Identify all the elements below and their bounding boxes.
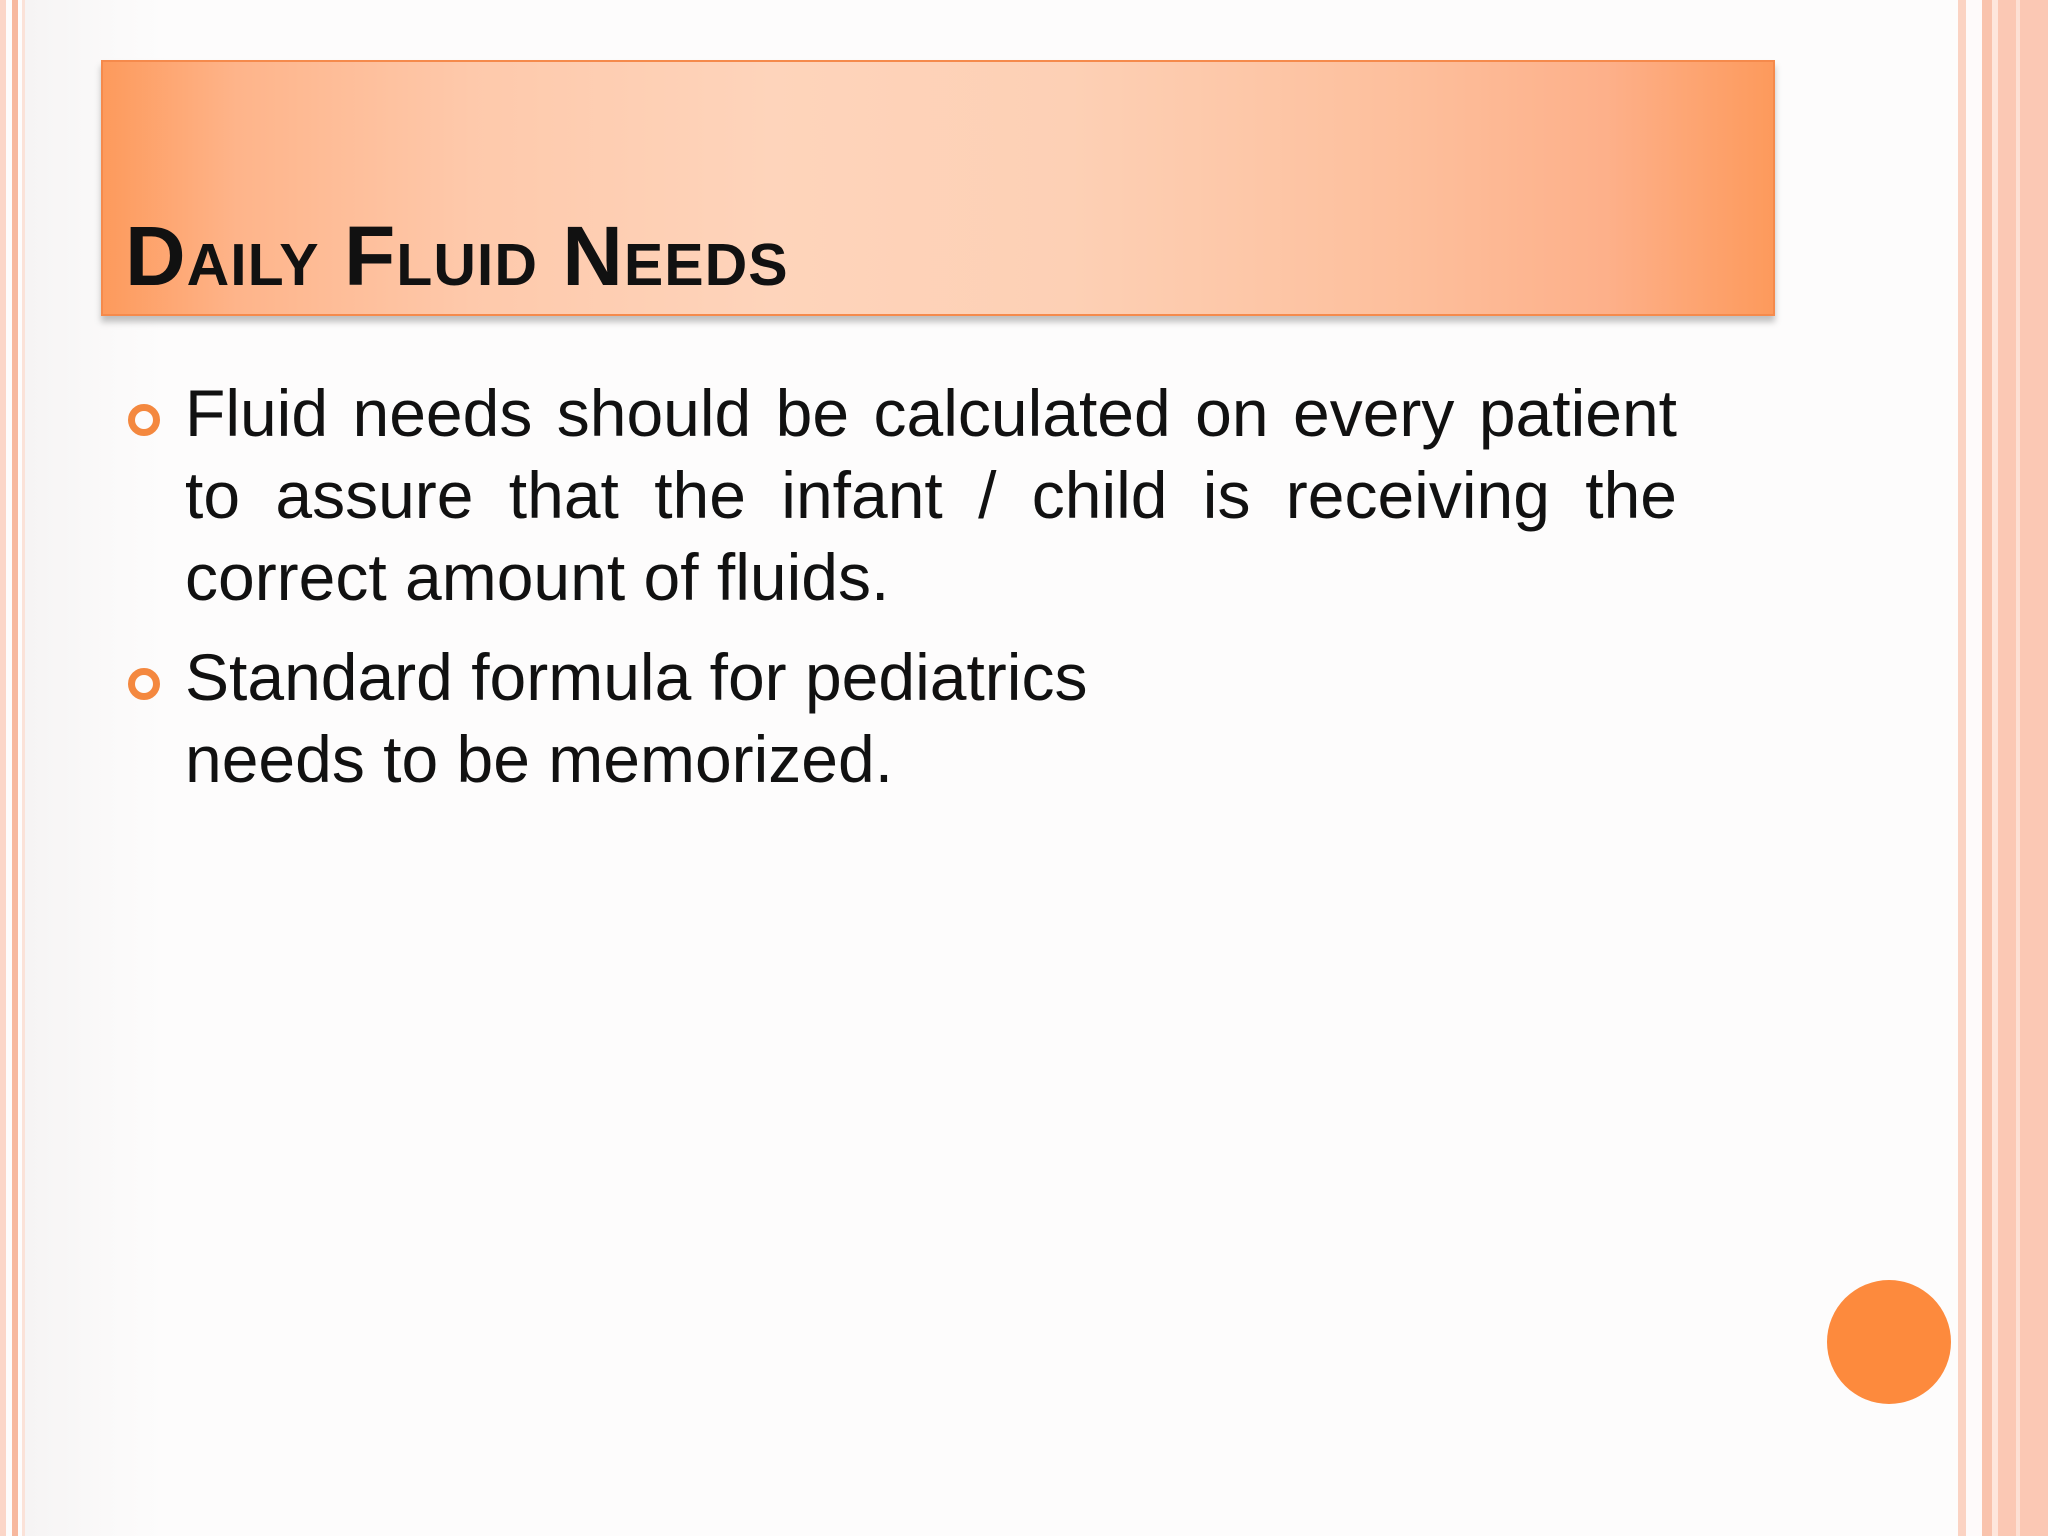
right-border-stripe <box>1966 0 1982 1536</box>
left-border-stripe <box>22 0 25 1536</box>
left-border-stripe <box>0 0 6 1536</box>
title-bar <box>101 60 1775 316</box>
right-border-stripe <box>1998 0 2048 1536</box>
hollow-circle-bullet-icon <box>128 404 160 436</box>
hollow-circle-bullet-icon <box>128 668 160 700</box>
orange-circle-decoration <box>1827 1280 1951 1404</box>
bullet-text: Standard formula for pediatrics needs to be memorized. <box>185 640 1088 796</box>
bullet-item <box>126 636 1756 800</box>
bullet-text: Fluid needs should be calculated on every patient to assure that the infant / child is receiving the correct amount of fluids. <box>185 376 1677 614</box>
left-border-stripe <box>12 0 18 1536</box>
right-border-stripe <box>2016 0 2020 1536</box>
slide-title: Daily Fluid Needs <box>125 209 789 303</box>
bullet-list <box>126 372 1756 818</box>
right-border-stripe <box>1982 0 1992 1536</box>
right-border-stripe <box>1958 0 1966 1536</box>
bullet-item <box>126 372 1756 618</box>
